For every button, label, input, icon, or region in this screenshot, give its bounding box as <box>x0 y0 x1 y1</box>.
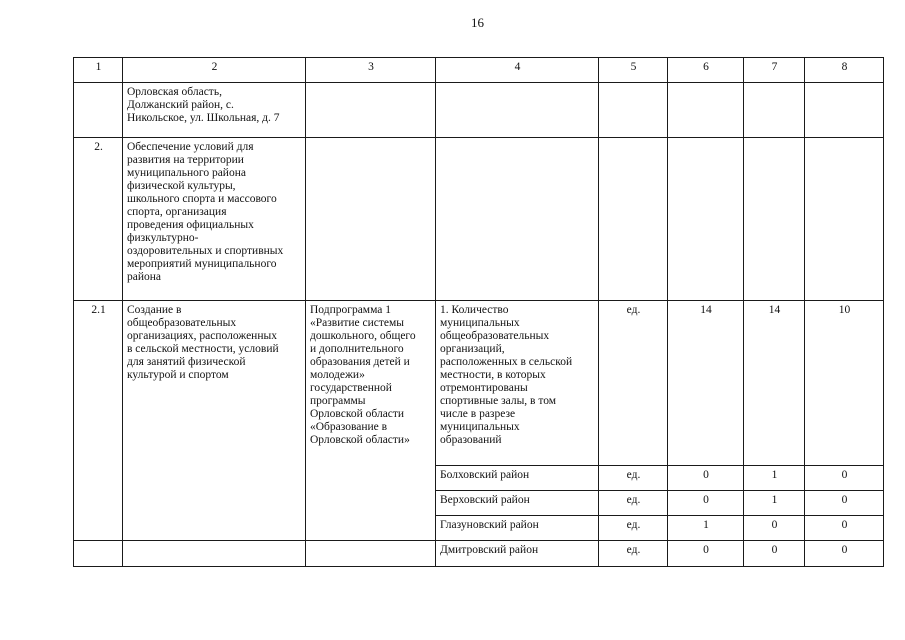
unit-cell: ед. <box>599 516 668 541</box>
value-cell: 0 <box>805 491 884 516</box>
value-cell: 0 <box>805 516 884 541</box>
header-row <box>74 58 884 83</box>
district-row <box>74 541 884 567</box>
col-header: 7 <box>744 58 805 83</box>
col-header: 6 <box>668 58 744 83</box>
row-number: 2.1 <box>74 301 123 541</box>
col-header: 2 <box>123 58 306 83</box>
table-row <box>74 83 884 138</box>
row-number <box>74 83 123 138</box>
value-cell: 0 <box>668 466 744 491</box>
value-cell: 1 <box>744 491 805 516</box>
activity-cell: Орловская область, Должанский район, с. Никольское, ул. Школьная, д. 7 <box>123 83 306 138</box>
row-number <box>74 541 123 567</box>
value-cell: 1 <box>744 466 805 491</box>
table-row <box>74 301 884 466</box>
unit-cell: ед. <box>599 541 668 567</box>
activity-cell <box>123 541 306 567</box>
value-cell <box>744 83 805 138</box>
unit-cell <box>599 83 668 138</box>
page-number: 16 <box>471 15 484 30</box>
value-cell: 1 <box>668 516 744 541</box>
value-cell <box>805 83 884 138</box>
col-header: 4 <box>436 58 599 83</box>
value-cell: 0 <box>805 541 884 567</box>
program-cell <box>306 83 436 138</box>
value-cell: 14 <box>668 301 744 466</box>
value-cell <box>744 138 805 301</box>
indicator-cell <box>436 83 599 138</box>
value-cell <box>805 138 884 301</box>
row-number: 2. <box>74 138 123 301</box>
indicator-cell <box>436 138 599 301</box>
program-table <box>73 57 884 567</box>
col-header: 5 <box>599 58 668 83</box>
value-cell: 14 <box>744 301 805 466</box>
activity-cell: Создание в общеобразовательных организациях, расположенных в сельской местности, условий для занятий физической культурой и спортом <box>123 301 306 541</box>
value-cell <box>668 83 744 138</box>
indicator-cell: 1. Количество муниципальных общеобразовательных организаций, расположенных в сельской местности, в которых отремонтированы спортивные залы, в том числе в разрезе муниципальных образований <box>436 301 599 466</box>
value-cell: 0 <box>744 541 805 567</box>
value-cell: 0 <box>805 466 884 491</box>
col-header: 1 <box>74 58 123 83</box>
program-cell <box>306 541 436 567</box>
unit-cell: ед. <box>599 491 668 516</box>
value-cell: 0 <box>668 541 744 567</box>
district-name: Глазуновский район <box>436 516 599 541</box>
unit-cell: ед. <box>599 301 668 466</box>
value-cell: 10 <box>805 301 884 466</box>
program-cell: Подпрограмма 1 «Развитие системы дошкольного, общего и дополнительного образования детей и молодежи» государственной программы Орловской области «Образование в Орловской области» <box>306 301 436 541</box>
col-header: 3 <box>306 58 436 83</box>
table-row <box>74 138 884 301</box>
unit-cell <box>599 138 668 301</box>
value-cell: 0 <box>744 516 805 541</box>
district-name: Болховский район <box>436 466 599 491</box>
program-cell <box>306 138 436 301</box>
col-header: 8 <box>805 58 884 83</box>
value-cell <box>668 138 744 301</box>
activity-cell: Обеспечение условий для развития на территории муниципального района физической культуры, школьного спорта и массового спорта, организация проведения официальных физкультурно- оздоровительных и спортивных мероприятий муниципального района <box>123 138 306 301</box>
unit-cell: ед. <box>599 466 668 491</box>
value-cell: 0 <box>668 491 744 516</box>
district-name: Дмитровский район <box>436 541 599 567</box>
district-name: Верховский район <box>436 491 599 516</box>
